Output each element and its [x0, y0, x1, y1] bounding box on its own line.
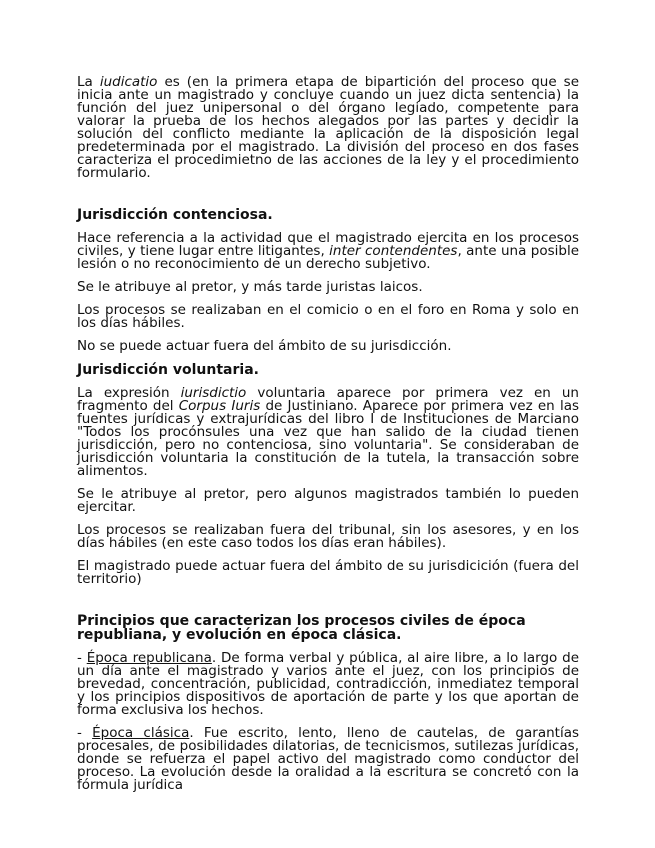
italic-term: Corpus Iuris — [178, 398, 261, 414]
paragraph-epoca-republicana — [77, 652, 579, 717]
text-run: . Fue escrito, lento, lleno de cautelas, de garantías procesales, de posibilidades dilatorias, de tecnicismos, sutilezas jurídicas, donde se refuerza el papel activo del magistrado como conductor del proceso. La evolución desde la oralidad a la escritura se concretó con la fórmula jurídica — [77, 725, 579, 793]
paragraph-voluntaria-pretor: Se le atribuye al pretor, pero algunos magistrados también lo pueden ejercitar. — [77, 486, 579, 515]
document-page — [77, 76, 579, 792]
text-run: es (en la primera etapa de bipartición del proceso que se inicia ante un magistrado y concluye cuando un juez dicta sentencia) la función del juez unipersonal o del órgano legiado, competente para valorar la prueba de los hechos alegados por las partes y decidir la solución del conflicto mediante la aplicación de la disposición legal predeterminada por el magistrado. La división del proceso en dos fases caracteriza el procedimietno de las acciones de la ley y el procedimiento formulario. — [77, 74, 579, 181]
text-run: La — [77, 74, 100, 90]
italic-term: iurisdictio — [180, 385, 247, 401]
paragraph-contenciosa-definition — [77, 232, 579, 271]
underlined-label: Época clásica — [92, 725, 190, 741]
text-run: voluntaria aparece por primera vez en un fragmento del — [77, 385, 579, 414]
text-run: , ante una posible lesión o no reconocimiento de un derecho subjetivo. — [77, 243, 579, 272]
text-run: de Justiniano. Aparece por primera vez en las fuentes jurídicas y extrajurídicas del libro I de Instituciones de Marciano "Todos los procónsules una vez que han salido de la ciudad tienen jurisdicción, pero no contenciosa, sino voluntaria". Se consideraban de jurisdicción voluntaria la constitución de la tutela, la transacción sobre alimentos. — [77, 398, 580, 479]
italic-term: inter contendentes — [329, 243, 458, 259]
underlined-label: Época republicana — [86, 650, 212, 666]
dash: - — [77, 650, 87, 666]
dash: - — [77, 725, 93, 741]
text-run: . De forma verbal y pública, al aire libre, a lo largo de un día ante el magistrado y varios ante el juez, con los principios de brevedad, concentración, publicidad, contradicción, inmediatez temporal y los principios dispositivos de aportación de parte y los que aportan de forma exclusiva los hechos. — [77, 650, 580, 718]
paragraph-contenciosa-ambito: No se puede actuar fuera del ámbito de su jurisdicción. — [77, 338, 452, 354]
spacer — [77, 586, 579, 614]
heading-principios: Principios que caracterizan los procesos civiles de época republiana, y evolución en época clásica. — [77, 613, 526, 643]
paragraph-contenciosa-procesos: Los procesos se realizaban en el comicio o en el foro en Roma y solo en los días hábiles. — [77, 302, 579, 331]
spacer — [77, 180, 579, 208]
paragraph-iudicatio — [77, 76, 579, 180]
paragraph-voluntaria-ambito: El magistrado puede actuar fuera del ámbito de su jurisdicición (fuera del territorio) — [77, 558, 579, 587]
heading-jurisdiccion-voluntaria: Jurisdicción voluntaria. — [77, 362, 259, 378]
paragraph-epoca-clasica — [77, 727, 579, 792]
text-run: Hace referencia a la actividad que el magistrado ejercita en los procesos civiles, y tiene lugar entre litigantes, — [77, 230, 579, 259]
paragraph-contenciosa-pretor: Se le atribuye al pretor, y más tarde juristas laicos. — [77, 279, 423, 295]
text-run: La expresión — [77, 385, 181, 401]
paragraph-voluntaria-definition — [77, 387, 579, 478]
italic-term: iudicatio — [99, 74, 158, 90]
paragraph-voluntaria-procesos: Los procesos se realizaban fuera del tribunal, sin los asesores, y en los días hábiles (en este caso todos los días eran hábiles). — [77, 522, 579, 551]
heading-jurisdiccion-contenciosa: Jurisdicción contenciosa. — [77, 207, 273, 223]
